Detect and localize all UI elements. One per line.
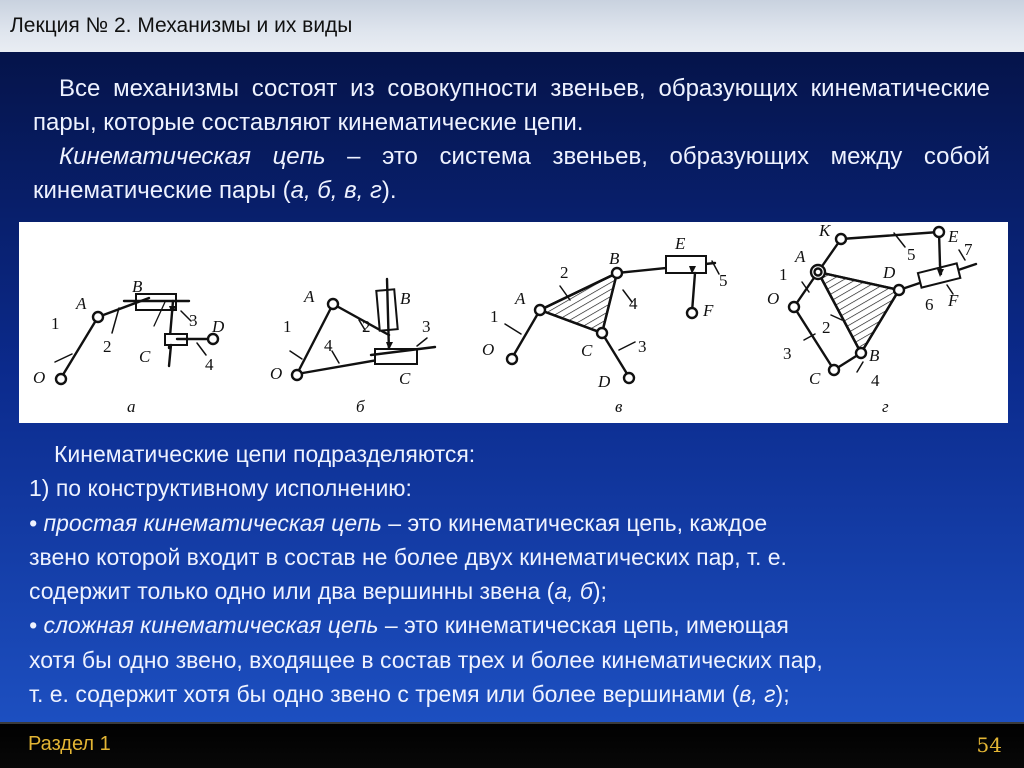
body-line-1: Кинематические цепи подразделяются: (54, 441, 476, 467)
figure-label: 6 (925, 295, 934, 314)
figure-label: 4 (629, 294, 638, 313)
intro-paragraph-2: Кинематическая цепь – это система звеньев, образующих между собой кинематические пары (а, б, в, г). (33, 143, 990, 204)
body-line-5: содержит только одно или два вершинны звена (а, б); (29, 578, 607, 605)
figure-label: 4 (871, 371, 880, 390)
slide-title: Лекция № 2. Механизмы и их виды (10, 14, 353, 37)
figure-label: 4 (324, 336, 333, 355)
figure-label: 7 (964, 240, 973, 259)
caption-a: а (127, 397, 136, 416)
body-line-8: т. е. содержит хотя бы одно звено с тремя или более вершинами (в, г); (29, 681, 790, 708)
figure-label: B (132, 277, 143, 296)
figure-label: A (304, 287, 315, 306)
figure-label: 4 (205, 355, 214, 374)
body-line-2: 1) по конструктивному исполнению: (29, 475, 412, 502)
figure-label: K (819, 222, 831, 240)
body-line-3: • простая кинематическая цепь – это кинематическая цепь, каждое (29, 509, 768, 536)
figure-a-labels (33, 277, 225, 416)
figure-label: 1 (283, 317, 292, 336)
caption-v: в (615, 397, 623, 416)
term-simple-chain: • простая кинематическая цепь (29, 509, 382, 536)
figure-label: 2 (822, 318, 831, 337)
figure-label: 5 (907, 245, 916, 264)
page-number: 54 (976, 733, 1002, 757)
figure-label: A (795, 247, 806, 266)
figure-label: 3 (638, 337, 647, 356)
figure-label: F (948, 291, 959, 310)
figure-label: 2 (560, 263, 569, 282)
figure-label: A (515, 289, 526, 308)
figure-label: O (767, 289, 780, 308)
body-line-4: звено которой входит в состав не более двух кинематических пар, т. е. (29, 543, 787, 570)
figure-label: D (212, 317, 225, 336)
figure-drawing (19, 222, 1008, 423)
figure-label: 3 (422, 317, 431, 336)
figure-label: B (869, 346, 880, 365)
intro-paragraph-1: Все механизмы состоят из совокупности звеньев, образующих кинематические пары, которые составляют кинематические цепи. (33, 75, 990, 136)
figure-label: 2 (103, 337, 112, 356)
caption-g: г (882, 397, 889, 416)
body-line-6: • сложная кинематическая цепь – это кинематическая цепь, имеющая (29, 612, 789, 639)
figure-label: O (270, 364, 283, 383)
intro-text (33, 72, 990, 208)
figure-label: B (400, 289, 411, 308)
figure-label: B (609, 249, 620, 268)
figure-label: C (139, 347, 151, 366)
term-kinematic-chain: Кинематическая цепь (59, 143, 326, 170)
figure-label: 2 (362, 317, 371, 336)
figure-label: C (581, 341, 593, 360)
figure-label: O (482, 340, 495, 359)
figure-label: 5 (719, 271, 728, 290)
footer-divider (0, 722, 1024, 724)
figure-label: C (399, 369, 411, 388)
term-complex-chain: • сложная кинематическая цепь (29, 612, 379, 639)
kinematic-chains-figure (19, 222, 1008, 423)
figure-label: 1 (779, 265, 788, 284)
figure-label: D (883, 263, 896, 282)
body-line-7: хотя бы одно звено, входящее в состав трех и более кинематических пар, (29, 646, 823, 673)
figure-label: E (675, 234, 686, 253)
figure-label: F (703, 301, 714, 320)
figure-label: 1 (51, 314, 60, 333)
figure-label: 3 (783, 344, 792, 363)
slide-footer (0, 722, 1024, 768)
section-label: Раздел 1 (28, 733, 111, 755)
figure-label: 1 (490, 307, 499, 326)
classification-text (29, 437, 1004, 711)
figure-label: O (33, 368, 46, 387)
caption-b: б (356, 397, 365, 416)
figure-label: C (809, 369, 821, 388)
figure-label: D (598, 372, 611, 391)
figure-label: A (76, 294, 87, 313)
figure-label: 3 (189, 311, 198, 330)
figure-label: E (948, 227, 959, 246)
slide-header (0, 0, 1024, 52)
